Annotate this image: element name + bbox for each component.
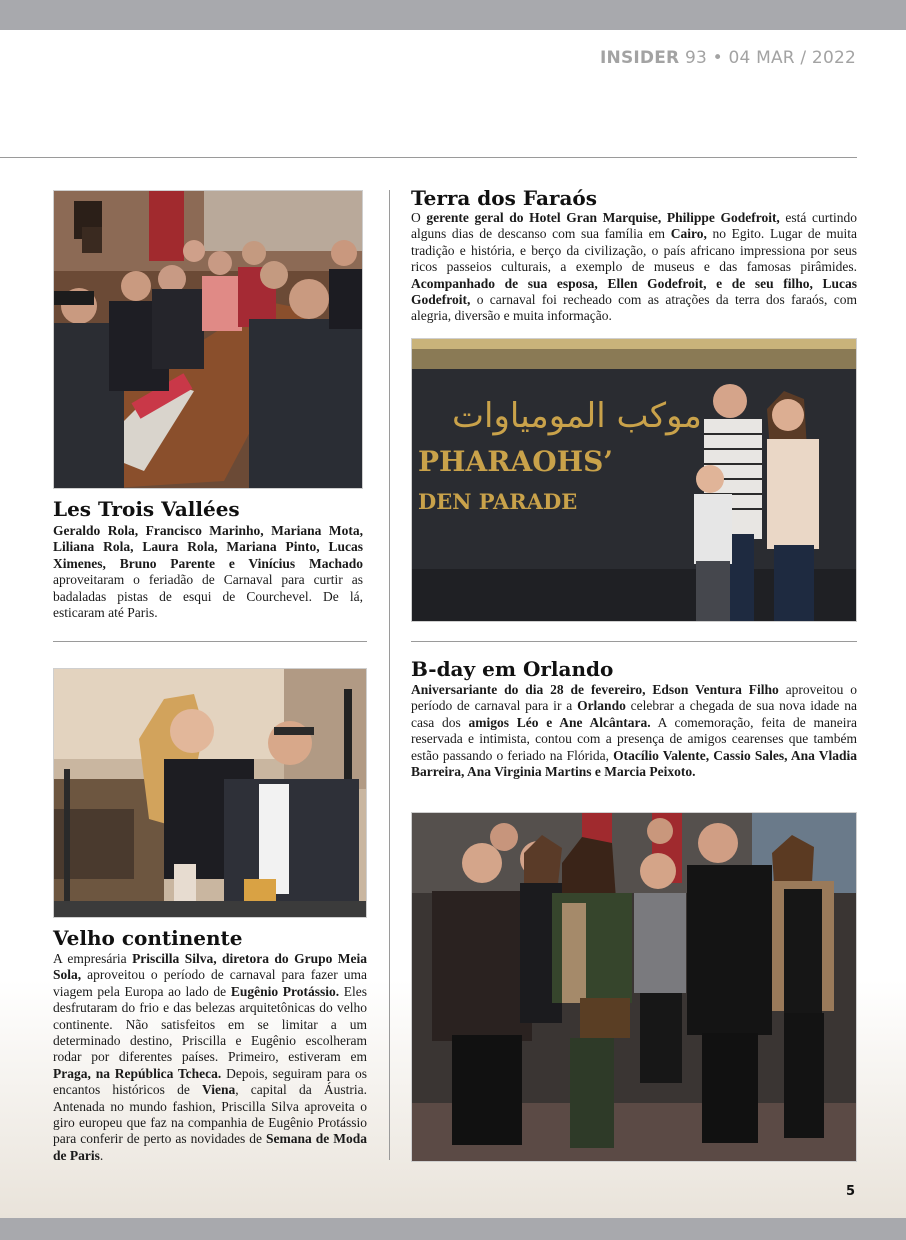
header-issue: 93 (684, 48, 707, 68)
faraos-sign-line1: PHARAOHS’ (418, 445, 614, 478)
column-divider (389, 190, 390, 1160)
faraos-bold-3: Acompanhado de sua esposa, Ellen Godefroit, e de seu filho, Lucas Godefroit, (411, 275, 857, 308)
orlando-photo (411, 812, 857, 1162)
faraos-text-1: O (411, 210, 427, 225)
faraos-text-2: está curtindo alguns dias de descanso com sua família em (411, 210, 857, 242)
trois-vallees-photo (53, 190, 363, 489)
velho-continente-photo (53, 668, 367, 918)
faraos-text-3: no Egito. Lugar de muita tradição e história, e berço da civilização, o país africano impressiona por seus ricos passeios culturais, a exemplo de museus e das famosas pirâmides. (411, 226, 858, 275)
orlando-text-2: celebrar a chegada de sua nova idade na casa dos (411, 698, 857, 730)
faraos-sign-arabic: موكب المومياوات (452, 396, 702, 436)
header-separator: • (712, 48, 723, 68)
vc-bold-1: Priscilla Silva, diretora do Grupo Meia Sola, (53, 951, 368, 983)
velho-continente-title: Velho continente (53, 926, 243, 950)
faraos-text-4: o carnaval foi recheado com as atrações da terra dos faraós, com alegria, diversão e muita informação. (411, 292, 857, 324)
velho-continente-text (53, 951, 367, 1164)
orlando-title: B-day em Orlando (411, 657, 614, 681)
page-number: 5 (846, 1184, 856, 1199)
faraos-bold-1: gerente geral do Hotel Gran Marquise, Philippe Godefroit, (426, 210, 780, 225)
orlando-bold-4: Otacílio Valente, Cassio Sales, Ana Vladia Barreira, Ana Virginia Martins e Marcia Peixoto. (411, 747, 857, 780)
vc-bold-4: Viena (202, 1082, 236, 1098)
faraos-title: Terra dos Faraós (411, 186, 598, 210)
vc-bold-2: Eugênio Protássio. (230, 983, 340, 999)
header-brand: INSIDER (600, 48, 680, 68)
vc-text-5: , capital da Áustria. Antenada no mundo fashion, Priscilla Silva aproveita o giro europeu que faz na companhia de Eugênio Protássio para conferir de perto as novidades de (53, 1082, 367, 1147)
vc-text-4: Depois, seguiram para os encantos históricos de (53, 1065, 368, 1098)
header-rule (0, 157, 857, 158)
page-header (600, 48, 856, 68)
orlando-bold-3: amigos Léo e Ane Alcântara. (468, 714, 651, 730)
orlando-bold-1: Aniversariante do dia 28 de fevereiro, Edson Ventura Filho (411, 682, 779, 697)
trois-vallees-title: Les Trois Vallées (53, 497, 240, 521)
header-date: 04 MAR / 2022 (728, 48, 856, 68)
vc-text-3: Eles desfrutaram do frio e das belezas arquitetônicas do velho continente. Não satisfeitos em se limitar a um determinado destino, Priscilla e Eugênio escolheram rodar por diferentes países. Primeiro, estiveram em (53, 983, 367, 1065)
vc-text-2: aproveitou o período de carnaval para fazer uma viagem pela Europa ao lado de (53, 967, 367, 999)
faraos-bold-2: Cairo, (670, 226, 707, 242)
vc-text-6: . (99, 1147, 104, 1163)
trois-vallees-description: aproveitaram o feriadão de Carnaval para curtir as badaladas pistas de esqui de Courchevel. De lá, esticaram até Paris. (53, 572, 363, 621)
left-section-rule (53, 641, 367, 642)
orlando-text-1: aproveitou o período de carnaval para ir a (411, 682, 858, 714)
faraos-photo (411, 338, 857, 622)
orlando-text (411, 682, 857, 780)
vc-bold-3: Praga, na República Tcheca. (53, 1065, 222, 1081)
trois-vallees-people: Geraldo Rola, Francisco Marinho, Mariana Mota, Liliana Rola, Laura Rola, Mariana Pinto, Lucas Ximenes, Bruno Parente e Vinícius Machado (53, 523, 363, 571)
bottom-band (0, 1218, 906, 1240)
right-section-rule (411, 641, 857, 642)
vc-bold-5: Semana de Moda de Paris (53, 1131, 367, 1163)
orlando-text-3: A comemoração, feita de maneira reservada e intimista, contou com a presença de amigos cearenses que também estão passando o feriado na Flórida, (411, 714, 858, 763)
trois-vallees-text (53, 523, 363, 621)
faraos-text (411, 210, 857, 325)
faraos-sign-line2: DEN PARADE (418, 489, 578, 514)
orlando-bold-2: Orlando (577, 698, 626, 714)
top-band (0, 0, 906, 30)
vc-text-1: A empresária (53, 951, 133, 966)
